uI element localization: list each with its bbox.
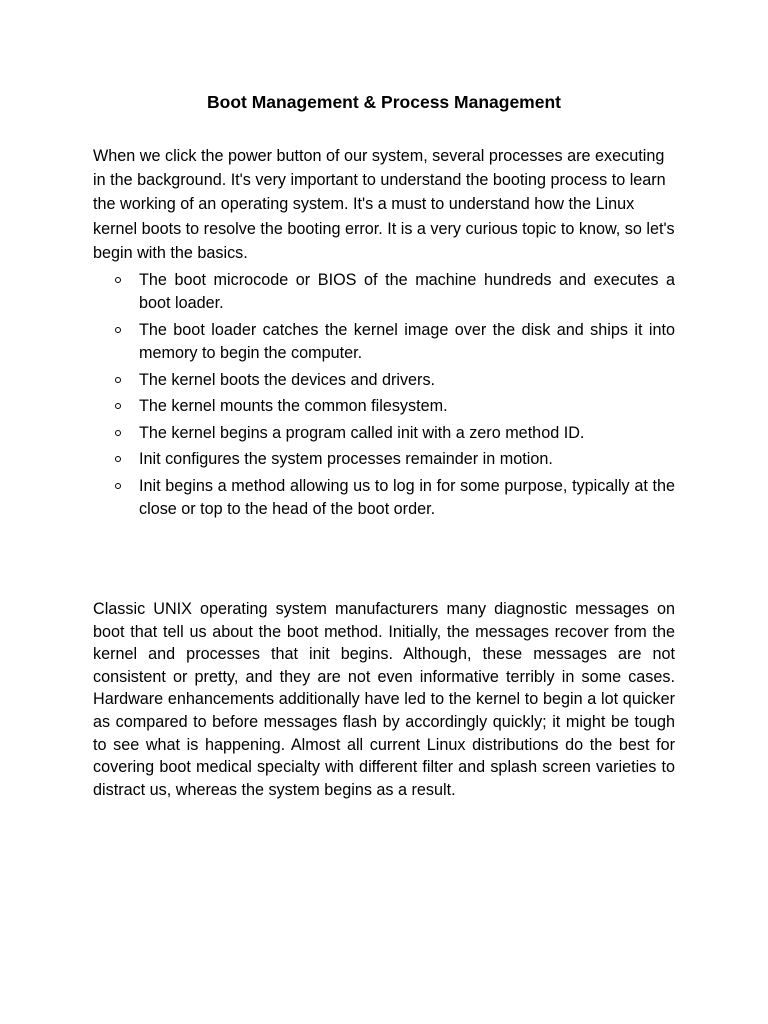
list-item-text: The kernel begins a program called init with a zero method ID. (139, 423, 585, 442)
list-item-text: The boot loader catches the kernel image over the disk and ships it into memory to begin the computer. (139, 320, 675, 362)
circle-bullet-icon (115, 277, 121, 283)
circle-bullet-icon (115, 456, 121, 462)
list-item (93, 448, 675, 471)
circle-bullet-icon (115, 403, 121, 409)
list-item (93, 319, 675, 365)
list-item (93, 395, 675, 418)
body-paragraph: Classic UNIX operating system manufacturers many diagnostic messages on boot that tell us about the boot method. Initially, the messages recover from the kernel and processes that init begins. Although, these messages are not consistent or pretty, and they are not even informative terribly in some cases. Hardware enhancements additionally have led to the kernel to begin a lot quicker as compared to before messages flash by accordingly quickly; it might be tough to see what is happening. Almost all current Linux distributions do the best for covering boot medical specialty with different filter and splash screen varieties to distract us, whereas the system begins as a result. (93, 600, 675, 799)
circle-bullet-icon (115, 430, 121, 436)
list-item-text: Init configures the system processes remainder in motion. (139, 450, 553, 469)
list-item (93, 369, 675, 392)
circle-bullet-icon (115, 483, 121, 489)
list-item-text: The kernel mounts the common filesystem. (139, 397, 448, 416)
list-item (93, 269, 675, 315)
list-item (93, 422, 675, 445)
circle-bullet-icon (115, 377, 121, 383)
list-item-text: The kernel boots the devices and drivers. (139, 370, 436, 389)
boot-steps-list (93, 269, 675, 525)
list-item (93, 475, 675, 521)
circle-bullet-icon (115, 327, 121, 333)
list-item-text: The boot microcode or BIOS of the machine hundreds and executes a boot loader. (139, 271, 675, 313)
list-item-text: Init begins a method allowing us to log in for some purpose, typically at the close or top to the head of the boot order. (139, 476, 675, 519)
intro-paragraph: When we click the power button of our system, several processes are executing in the background. It's very important to understand the booting process to learn the working of an operating system. It's a must to understand how the Linux kernel boots to resolve the booting error. It is a very curious topic to know, so let's begin with the basics. (93, 147, 675, 262)
page-title: Boot Management & Process Management (207, 92, 561, 112)
